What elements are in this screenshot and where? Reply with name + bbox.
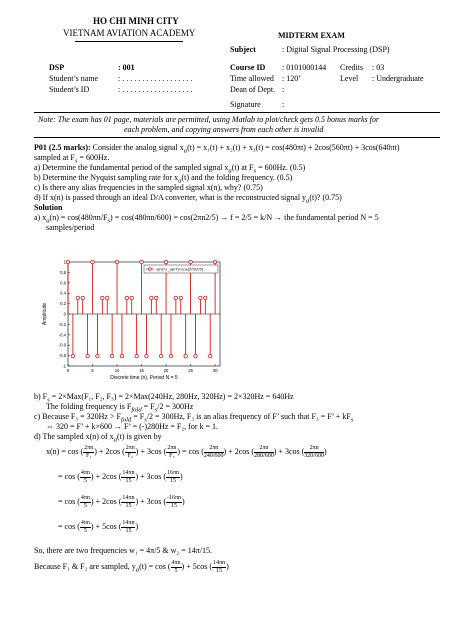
stem-marker <box>213 260 216 263</box>
stem-marker <box>130 296 133 299</box>
solution-a: a) $x_a(n) = \cos(480\pi n/F_s) = \cos(480\pi n/600) = \cos(2\pi n2/5) \to f = 2/5 = k/N$ → the fundamental period N = 5 <box>34 213 379 225</box>
fraction: $\frac{2\pi n}{\text{F₁}}$ <box>84 444 94 459</box>
dean-value: : <box>282 85 285 94</box>
stem-marker <box>189 260 192 263</box>
problem-intro-2: sampled at $F_s = 600Hz$. <box>34 153 110 165</box>
y-tick-label: 0.4 <box>60 290 66 296</box>
x-tick-label: 10 <box>114 368 120 373</box>
stem-marker <box>150 296 153 299</box>
stem-marker <box>71 354 74 357</box>
fraction: $\frac{14\pi n}{15}$ <box>122 494 135 509</box>
fraction: $\frac{2\pi n}{320/600}$ <box>304 444 324 459</box>
course-id-label: Course ID <box>230 63 266 72</box>
time-allowed-label: Time allowed <box>230 74 274 83</box>
problem-intro: P01 (2.5 marks): Consider the analog signal $x_a(t) = x_1(t) + x_2(t) + x_3(t) = \cos(480\pi t) + 2\cos(560\pi t) + 3\cos(640\pi t)$ <box>34 143 400 155</box>
conclusion-reconstructed: Because F₁ & F₂ are sampled, $y_a(t) = \cos$ ( $\frac{4\pi n}{5}$ ) + 5cos ( $\frac{14\pi n}{15}$ ) <box>34 559 229 574</box>
stem-marker <box>96 354 99 357</box>
stem-marker <box>86 354 89 357</box>
fraction: $\frac{-16\pi n}{15}$ <box>166 494 182 509</box>
question-d: d) If x(n) is passed through an ideal D/A converter, what is the reconstructed signal $y_a(t)$? (0.75) <box>34 193 342 205</box>
stem-marker <box>91 260 94 263</box>
fraction: $\frac{4\pi n}{5}$ <box>171 559 181 574</box>
stem-marker <box>179 296 182 299</box>
legend-marker <box>149 268 152 271</box>
credits-value: : 03 <box>372 63 385 72</box>
y-tick-label: 0.8 <box>60 269 66 275</box>
note-bottom-divider <box>34 137 440 138</box>
fraction: $\frac{2\pi n}{240/600}$ <box>203 444 224 459</box>
stem-marker <box>184 354 187 357</box>
note-line-2: each problem, and copying answers from each other is invalid <box>124 125 324 134</box>
dsp-label: DSP <box>49 63 65 72</box>
conclusion-frequencies: So, there are two frequencies w₁ = 4π/5 & w₂ = 14π/15. <box>34 546 212 555</box>
credits-label: Credits <box>340 63 364 72</box>
equation-line-2: = cos ( $\frac{4\pi n}{5}$ ) + 2cos ( $\frac{14\pi n}{15}$ ) + 3cos ( $\frac{16\pi n}{15}$ ) <box>58 469 183 484</box>
legend-label: x(n)=x_a(nT)=cos(2πn2/5) <box>156 266 203 272</box>
fraction: $\frac{4\pi n}{5}$ <box>80 469 90 484</box>
stem-chart <box>40 258 230 388</box>
y-tick-label: -0.8 <box>58 353 66 359</box>
fraction: $\frac{4\pi n}{5}$ <box>80 519 90 534</box>
signature-value: : <box>282 100 285 109</box>
stem-marker <box>174 296 177 299</box>
stem-marker <box>120 354 123 357</box>
stem-marker <box>115 260 118 263</box>
equation-line-4: = cos ( $\frac{4\pi n}{5}$ ) + 5cos ( $\frac{14\pi n}{15}$ ) <box>58 519 139 534</box>
stem-marker <box>145 354 148 357</box>
y-axis-label: Amplitude <box>42 302 48 326</box>
fraction: $\frac{14\pi n}{15}$ <box>122 519 135 534</box>
x-tick-label: 25 <box>188 368 193 373</box>
fraction: $\frac{2\pi n}{280/600}$ <box>254 444 274 459</box>
note-top-divider <box>34 112 440 113</box>
stem-marker <box>110 354 113 357</box>
equation-line-1: x(n) = cos ( $\frac{2\pi n}{\text{F₁}}$ ) + 2cos ( $\frac{2\pi n}{\text{F₂}}$ ) + 3cos ( $\frac{2\pi n}{\text{F₃}}$ ) = cos ( $\frac{2\pi n}{240/600}$ ) + 2cos ( $\frac{2\pi n}{280/600}$ ) + 3cos ( $\frac{2\pi n}{320/600}$ ) <box>46 444 327 459</box>
stem-marker <box>81 296 84 299</box>
y-tick-label: 0.6 <box>60 280 66 286</box>
y-tick-label: -0.2 <box>58 321 66 327</box>
question-c: c) Is there any alias frequencies in the sampled signal x(n), why? (0.75) <box>34 183 263 192</box>
solution-title: Solution <box>34 203 63 212</box>
fraction: $\frac{16\pi n}{15}$ <box>166 469 180 484</box>
x-tick-label: 0 <box>66 368 70 373</box>
fraction: $\frac{14\pi n}{15}$ <box>213 559 226 574</box>
y-tick-label: 1 <box>63 259 66 265</box>
stem-marker <box>208 354 211 357</box>
time-allowed-value: : 120’ <box>282 74 301 83</box>
stem-chart-svg <box>40 258 230 388</box>
legend <box>144 265 218 273</box>
question-b: b) Determine the Nyquist sampling rate for $x_a(t)$ and the folding frequency. (0.5) <box>34 173 293 185</box>
solution-c: c) Because $F_3 = 320Hz > F_{fold} = F_s/2 = 300Hz$, F₃ is an alias frequency of F’ such that F₃ = F’ + $kF_s$ <box>34 412 354 424</box>
x-axis-label: Discrete time (n), Period N = 5 <box>110 375 178 381</box>
y-tick-label: 0 <box>63 311 66 317</box>
stem-marker <box>169 354 172 357</box>
stem-marker <box>194 354 197 357</box>
stem-marker <box>101 296 104 299</box>
fraction: $\frac{2\pi n}{\text{F₃}}$ <box>167 444 177 459</box>
subject-label: Subject <box>230 45 256 54</box>
equation-line-3: = cos ( $\frac{4\pi n}{5}$ ) + 2cos ( $\frac{14\pi n}{15}$ ) + 3cos ( $\frac{-16\pi n}{15}$ ) <box>58 494 185 509</box>
course-id-value: : 0101000144 <box>282 63 327 72</box>
y-tick-label: -0.6 <box>58 342 66 348</box>
solution-b-folding: The folding frequency is $F_{fold} = F_s/2 = 300Hz$ <box>46 402 194 414</box>
problem-title: P01 (2.5 marks): <box>34 143 91 152</box>
students-name-label: Student’s name <box>49 74 99 83</box>
stem-marker <box>164 260 167 263</box>
y-tick-label: -0.4 <box>58 332 66 338</box>
y-tick-label: 0.2 <box>60 301 66 307</box>
academy-title: VIETNAM AVIATION ACADEMY <box>63 28 196 38</box>
subject-value: : Digital Signal Processing (DSP) <box>282 45 390 54</box>
x-tick-label: 15 <box>139 368 144 373</box>
fraction: $\frac{4\pi n}{5}$ <box>80 494 90 509</box>
solution-d: d) The sampled x(n) of $x_a(t)$ is given by <box>34 432 162 444</box>
signature-label: Signature <box>230 100 261 109</box>
exam-title: MIDTERM EXAM <box>278 31 345 40</box>
dean-label: Dean of Dept. <box>230 85 276 94</box>
stem-marker <box>140 260 143 263</box>
stem-marker <box>199 296 202 299</box>
students-name-value[interactable]: : . . . . . . . . . . . . . . . . . . <box>118 74 193 83</box>
fraction: $\frac{2\pi n}{\text{F₂}}$ <box>125 444 135 459</box>
note-line-1: Note: The exam has 01 page, materials are permitted, using Matlab to plot/check gets 0.5 bonus marks for <box>38 115 379 124</box>
fraction: $\frac{14\pi n}{15}$ <box>122 469 135 484</box>
stem-marker <box>155 296 158 299</box>
level-label: Level <box>340 74 359 83</box>
stem-marker <box>159 354 162 357</box>
x-tick-label: 20 <box>163 368 169 373</box>
question-a: a) Determine the fundamental period of the sampled signal $x_a(t)$ at $F_s = 600Hz$. (0.5) <box>34 163 306 175</box>
stem-marker <box>204 296 207 299</box>
x-tick-label: 5 <box>91 368 94 373</box>
students-id-value[interactable]: : . . . . . . . . . . . . . . . . . . <box>118 85 193 94</box>
header-divider <box>75 41 183 42</box>
solution-a-cont: samples/period <box>46 223 95 232</box>
solution-b: b) $F_s = 2\times Max(F_1$, F₂, F₃) = 2×Max(240Hz, 280Hz, 320Hz) = 2×320Hz = 640Hz <box>34 392 294 404</box>
stem-marker <box>135 354 138 357</box>
solution-c-cont: ⇔ 320 = F’ + k×600 → F’ = (-)280Hz = F₂, for k = 1. <box>46 422 218 431</box>
city-title: HO CHI MINH CITY <box>93 16 179 26</box>
level-value: : Undergraduate <box>372 74 424 83</box>
x-tick-label: 30 <box>212 368 218 373</box>
y-tick-label: -1 <box>62 363 66 369</box>
stem-marker <box>76 296 79 299</box>
students-id-label: Student’s ID <box>49 85 90 94</box>
dsp-number: : 001 <box>118 63 135 72</box>
stem-marker <box>125 296 128 299</box>
stem-marker <box>63 259 69 265</box>
stem-marker <box>106 296 109 299</box>
